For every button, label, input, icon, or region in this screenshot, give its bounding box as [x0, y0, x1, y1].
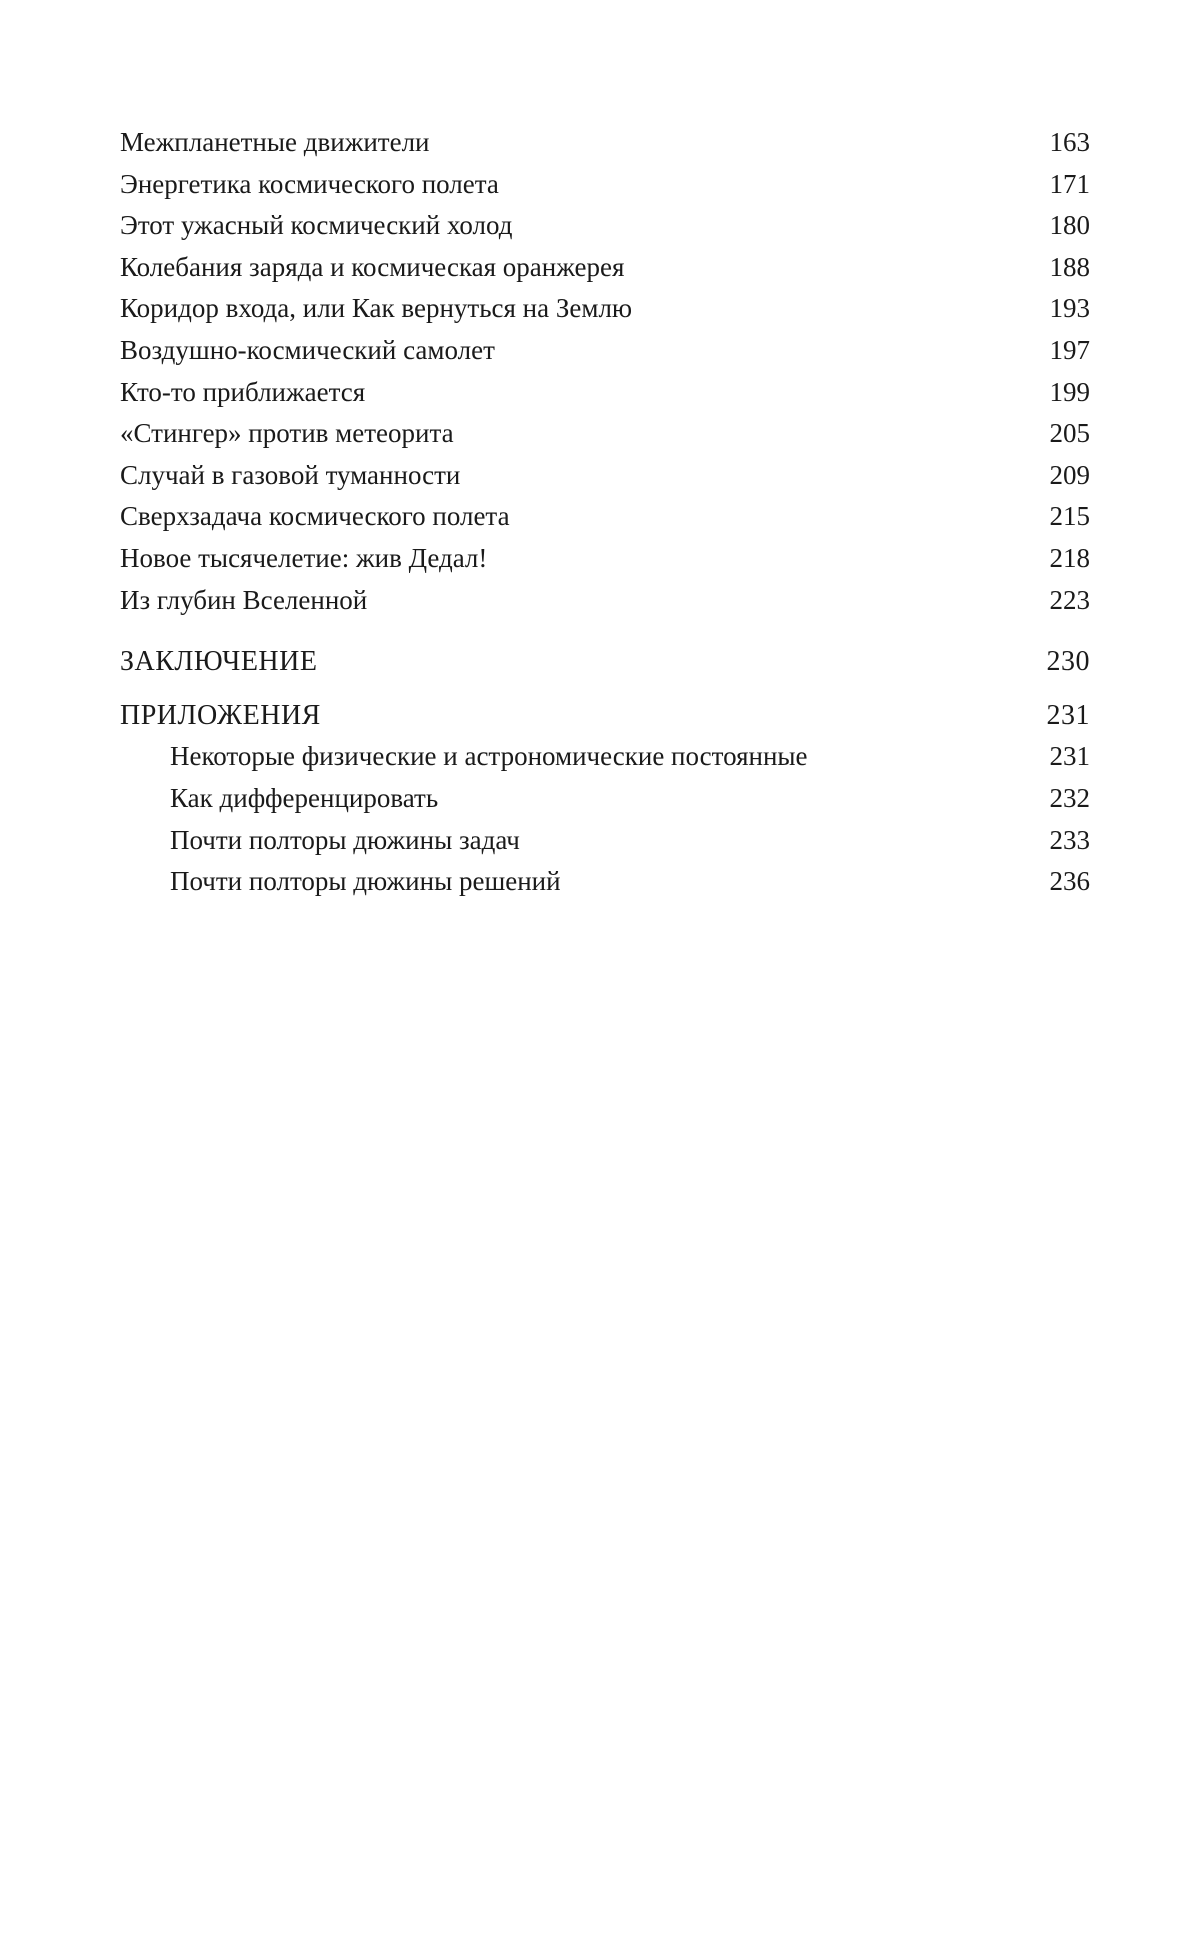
toc-entry: [120, 496, 1090, 538]
toc-entry-page: 180: [1049, 210, 1090, 241]
toc-entry-title: Этот ужасный космический холод: [120, 210, 513, 241]
toc-entry-title: Межпланетные движители: [120, 127, 430, 157]
toc-entry-page: 209: [1049, 459, 1090, 490]
toc-subentry-title: Почти полторы дюжины решений: [170, 866, 561, 897]
toc-entry-title: Случай в газовой туманности: [120, 459, 461, 490]
toc-entry-page: 223: [1049, 584, 1090, 615]
toc-entry-title: Колебания заряда и космическая оранжерея: [120, 251, 625, 282]
toc-entry-title: Сверхзадача космического полета: [120, 501, 510, 532]
section-spacer: [120, 621, 1090, 641]
toc-entry-page: 197: [1049, 334, 1090, 365]
toc-subentry-title: Некоторые физические и астрономические постоянные: [170, 741, 808, 772]
toc-entry-page: 215: [1049, 501, 1090, 532]
toc-entry: [120, 122, 1090, 164]
toc-subentry: [120, 820, 1090, 862]
table-of-contents: [120, 122, 1090, 903]
toc-entry-page: 193: [1049, 293, 1090, 324]
toc-section-page: 231: [1046, 699, 1090, 731]
toc-subentry-page: 233: [1049, 824, 1090, 855]
toc-entry-title: Энергетика космического полета: [120, 168, 499, 199]
toc-subentry-title: Почти полторы дюжины задач: [170, 824, 520, 855]
toc-entry: [120, 372, 1090, 414]
section-spacer: [120, 683, 1090, 695]
toc-section-title: ПРИЛОЖЕНИЯ: [120, 699, 321, 731]
toc-section-page: 230: [1046, 646, 1090, 678]
toc-entry-title: Коридор входа, или Как вернуться на Землю: [120, 293, 633, 324]
toc-subentry: [120, 778, 1090, 820]
toc-entry-page: 171: [1049, 168, 1090, 199]
toc-entry-title: «Стингер» против метеорита: [120, 418, 454, 449]
toc-entry: [120, 538, 1090, 580]
toc-entry: [120, 580, 1090, 622]
toc-section-title: ЗАКЛЮЧЕНИЕ: [120, 646, 318, 678]
toc-entry-title: Из глубин Вселенной: [120, 584, 368, 615]
toc-entry-title: Кто-то приближается: [120, 376, 366, 407]
toc-entry: [120, 330, 1090, 372]
toc-entry-title: Новое тысячелетие: жив Дедал!: [120, 542, 488, 573]
toc-entry-page: 205: [1049, 418, 1090, 449]
toc-entry: [120, 413, 1090, 455]
toc-subentry-title: Как дифференцировать: [170, 782, 439, 813]
toc-entry: [120, 247, 1090, 289]
toc-subentry: [120, 861, 1090, 903]
toc-entry: [120, 288, 1090, 330]
toc-section-conclusion: [120, 641, 1090, 683]
toc-subentry-page: 231: [1049, 741, 1090, 772]
toc-entry-page: 199: [1049, 376, 1090, 407]
toc-entry: [120, 164, 1090, 206]
toc-subentry: [120, 736, 1090, 778]
toc-entry-page: 163: [1049, 127, 1090, 157]
toc-entry-title: Воздушно-космический самолет: [120, 334, 495, 365]
toc-entry: [120, 455, 1090, 497]
toc-section-appendices: [120, 695, 1090, 737]
toc-subentry-page: 232: [1049, 782, 1090, 813]
toc-subentry-page: 236: [1049, 866, 1090, 897]
toc-entry-page: 218: [1049, 542, 1090, 573]
toc-entry: [120, 205, 1090, 247]
toc-entry-page: 188: [1049, 251, 1090, 282]
